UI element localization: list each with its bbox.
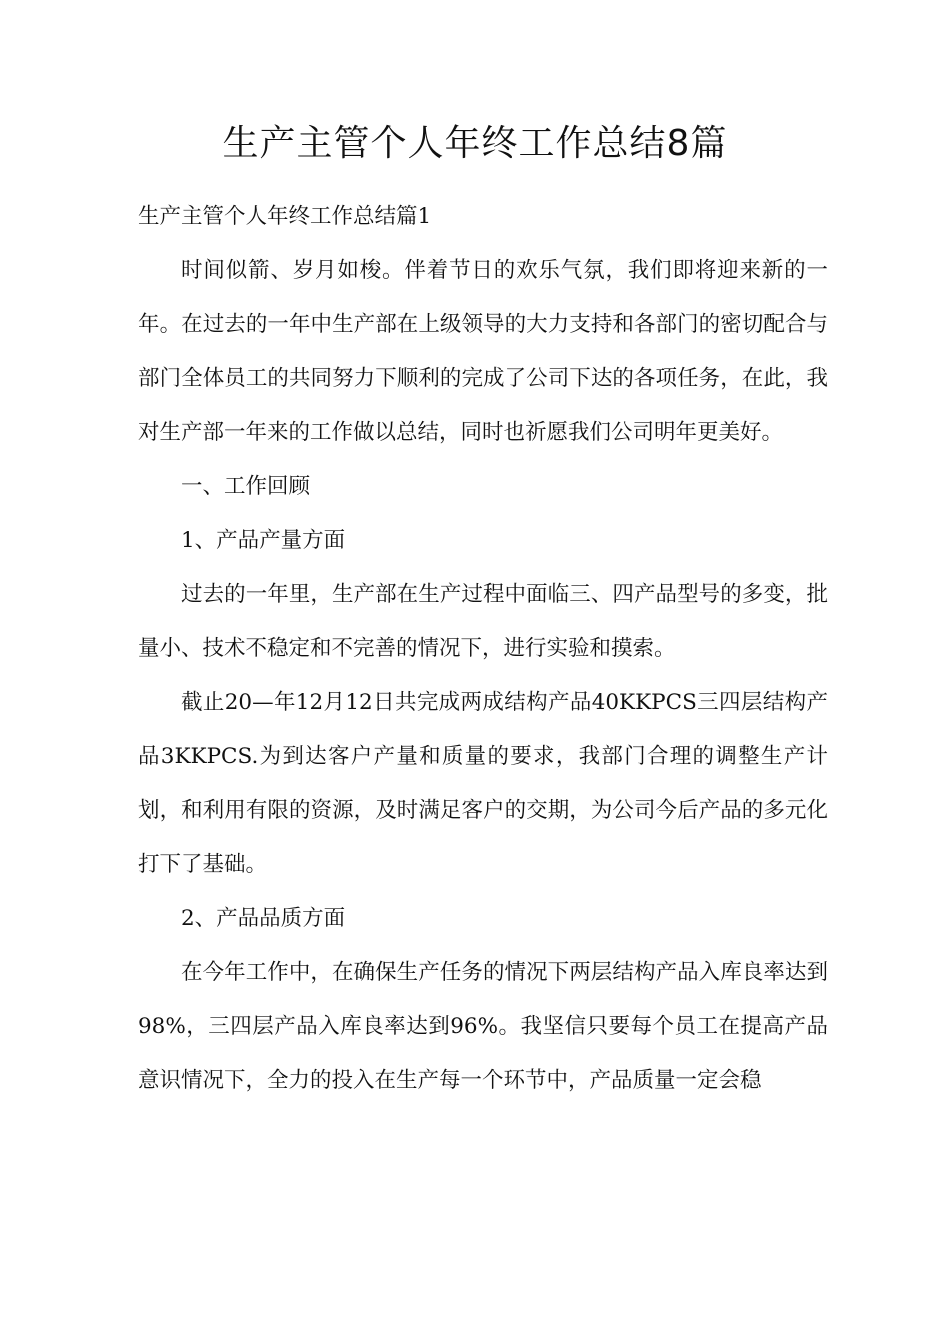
heading-product-output: 1、产品产量方面 <box>181 528 346 553</box>
paragraph-quality-results: 在今年工作中，在确保生产任务的情况下两层结构产品入库良率达到98%，三四层产品入库良率达到96%。我坚信只要每个员工在提高产品意识情况下，全力的投入在生产每一个环节中，产品质量一定会稳 <box>138 960 828 1093</box>
paragraph-output-challenges: 过去的一年里，生产部在生产过程中面临三、四产品型号的多变，批量小、技术不稳定和不完善的情况下，进行实验和摸索。 <box>138 582 828 661</box>
heading-product-quality: 2、产品品质方面 <box>181 906 346 931</box>
page-title: 生产主管个人年终工作总结8篇 <box>222 123 728 164</box>
section-heading: 生产主管个人年终工作总结篇1 <box>138 204 432 229</box>
document-body <box>138 190 828 1108</box>
paragraph-intro: 时间似箭、岁月如梭。伴着节日的欢乐气氛，我们即将迎来新的一年。在过去的一年中生产部在上级领导的大力支持和各部门的密切配合与部门全体员工的共同努力下顺利的完成了公司下达的各项任务，在此，我对生产部一年来的工作做以总结，同时也祈愿我们公司明年更美好。 <box>138 258 828 445</box>
paragraph-output-results: 截止20—年12月12日共完成两成结构产品40KKPCS三四层结构产品3KKPCS.为到达客户产量和质量的要求，我部门合理的调整生产计划，和利用有限的资源，及时满足客户的交期，为公司今后产品的多元化打下了基础。 <box>138 690 828 877</box>
heading-work-review: 一、工作回顾 <box>181 474 311 499</box>
